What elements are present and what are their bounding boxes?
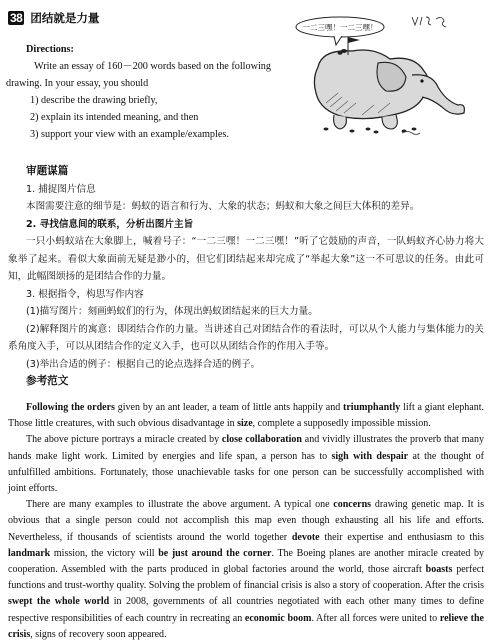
essay-keyphrase: landmark: [8, 547, 51, 559]
essay-paragraph-2: [8, 432, 484, 497]
essay-keyphrase: devote: [291, 531, 320, 543]
essay-text: at the thought of unfulfilled ambitions. Fortunately, those unachievable tasks for one person can be successfully accomplished with joint efforts.: [8, 450, 485, 495]
essay-keyphrase: concerns: [333, 499, 372, 511]
essay-text: mission, the victory will: [50, 547, 159, 559]
section-number: 38: [10, 11, 23, 25]
directions-list: [26, 92, 276, 143]
essay-text: , complete a supposedly impossible mission.: [252, 418, 431, 430]
speech-bubble-text: 一二三嘿！一二三嘿！: [302, 23, 378, 32]
directions-line-2: drawing. In your essay, you should: [6, 78, 149, 89]
ants-lifting-elephant-illustration: [282, 5, 482, 145]
analysis-step-1-title: 1. 捕捉图片信息: [26, 183, 96, 195]
essay-keyphrase: Following the orders: [26, 402, 115, 413]
essay-keyphrase: boasts: [425, 564, 453, 576]
essay-keyphrase: economic boom: [244, 612, 312, 624]
sample-essay: [8, 400, 484, 643]
directions-item: 3) support your view with an example/examples.: [30, 129, 229, 140]
essay-text: The above picture portrays a miracle created by: [26, 434, 222, 446]
essay-text: . After all forces were united to: [311, 612, 440, 624]
essay-keyphrase: close collaboration: [221, 434, 302, 446]
essay-keyphrase: be just around the corner: [158, 547, 272, 559]
essay-keyphrase: size: [237, 418, 253, 430]
essay-paragraph-3: [8, 497, 484, 643]
essay-text: perfect functions and trust-worthy quality. Solving the problem of financial crisis is also a story of cooperation. After the crisis: [8, 564, 484, 592]
essay-keyphrase: swept the whole world: [8, 596, 110, 608]
analysis-step-2-title: 2. 寻找信息间的联系，分析出图片主旨: [26, 218, 194, 230]
analysis-step-3-item: (3)举出合适的例子：根据自己的论点选择合适的例子。: [26, 358, 261, 370]
essay-text: lift a giant elephant. Those little creatures, with such obvious disadvantage in: [8, 402, 484, 430]
directions-block: [6, 41, 276, 143]
analysis-step-3-item: (2)解释图片的寓意：即团结合作的力量。当讲述自己对团结合作的看法时，可以从个人能力与集体能力的关系角度入手，可以从团结合作的定义入手，也可以从团结合作的作用入手等。: [8, 323, 484, 352]
essay-text: drawing genetic map. It is obvious that a single person could not accomplish this map even though exhausting all his life and efforts. Nevertheless, if thousands of scientists around the world together: [8, 499, 484, 543]
essay-paragraph-1: [8, 400, 484, 432]
analysis-step-3-item: (1)描写图片：刻画蚂蚁们的行为，体现出蚂蚁团结起来的巨大力量。: [26, 306, 318, 317]
section-header: [8, 10, 99, 26]
essay-keyphrase: sigh with despair: [331, 450, 409, 462]
analysis-section: [8, 163, 484, 391]
essay-heading: 参考范文: [26, 375, 69, 387]
essay-keyphrase: relieve the crisis: [8, 612, 484, 640]
directions-line-1: Write an essay of 160－200 words based on the following: [34, 61, 271, 72]
directions-item: 1) describe the drawing briefly,: [30, 95, 158, 106]
analysis-heading: 审题谋篇: [26, 165, 69, 177]
essay-text: and vividly illustrates the proverb that many hands make light work. Limited by energies and life span, a person has to: [8, 434, 484, 462]
directions-item: 2) explain its intended meaning, and then: [30, 112, 199, 123]
essay-text: their expertise and enthusiasm to this: [319, 531, 484, 543]
analysis-step-1-text: 本图需要注意的细节是：蚂蚁的语言和行为、大象的状态；蚂蚁和大象之间巨大体积的差异。: [26, 201, 420, 212]
section-title: 团结就是力量: [30, 11, 100, 25]
essay-text: in 2008, governments of all countries negotiated with each other many times to define respective responsibilities of each country in recreating an: [8, 596, 484, 624]
essay-text: given by an ant leader, a team of little ants happily and: [114, 402, 344, 413]
essay-text: There are many examples to illustrate the above argument. A typical one: [26, 499, 334, 511]
essay-text: . The Boeing planes are another miracle created by cooperation. Assembled with the parts produced in global factories around the world, those aircraft: [8, 547, 484, 576]
analysis-step-3-title: 3. 根据指令，构思写作内容: [26, 288, 144, 300]
analysis-step-2-text: 一只小蚂蚁站在大象脚上，喊着号子：“一二三嘿！一二三嘿！”听了它鼓励的声音，一队蚂蚁齐心协力将大象举了起来。看似大象面前无疑是渺小的，但它们团结起来却完成了“举起大象”这一不可思议的任务。由此可知，此幅图颂扬的是团结合作的力量。: [8, 236, 484, 282]
essay-text: , signs of recovery soon appeared.: [30, 628, 167, 640]
essay-keyphrase: triumphantly: [343, 402, 401, 413]
directions-label: Directions:: [26, 44, 74, 55]
